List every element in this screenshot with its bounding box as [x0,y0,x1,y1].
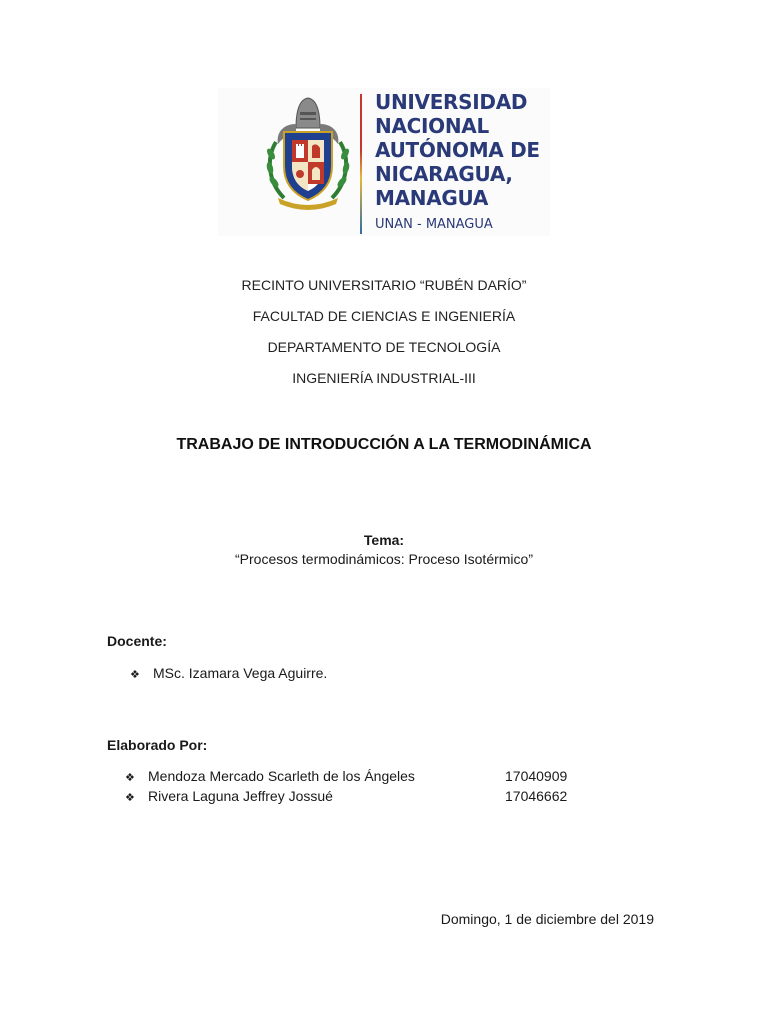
teacher-name: MSc. Izamara Vega Aguirre. [153,665,328,681]
university-name-line: NACIONAL [375,114,489,138]
teacher-label: Docente: [107,633,167,649]
university-name-line: UNIVERSIDAD [375,90,528,114]
university-name-line: AUTÓNOMA DE [375,138,540,162]
faculty-name: FACULTAD DE CIENCIAS E INGENIERÍA [252,308,516,324]
diamond-bullet-icon: ❖ [130,669,140,681]
university-name-line: NICARAGUA, [375,162,513,186]
authors-label: Elaborado Por: [107,737,208,753]
document-title: TRABAJO DE INTRODUCCIÓN A LA TERMODINÁMICA [176,436,592,453]
diamond-bullet-icon: ❖ [125,772,135,784]
university-short-name: UNAN - MANAGUA [375,217,493,232]
topic-value: “Procesos termodinámicos: Proceso Isotérmico” [235,551,533,567]
author-row [125,768,585,784]
campus-name: RECINTO UNIVERSITARIO “RUBÉN DARÍO” [241,277,527,293]
diamond-bullet-icon: ❖ [125,792,135,804]
university-name-line: MANAGUA [375,186,489,210]
author-id: 17046662 [505,788,568,804]
logo-divider [360,94,362,234]
department-name: DEPARTAMENTO DE TECNOLOGÍA [267,339,501,355]
document-date: Domingo, 1 de diciembre del 2019 [440,911,654,927]
topic-label: Tema: [363,532,405,548]
author-id: 17040909 [505,768,568,784]
author-row [125,788,585,804]
author-name: Rivera Laguna Jeffrey Jossué [148,788,333,804]
program-name: INGENIERÍA INDUSTRIAL-III [292,370,476,386]
author-name: Mendoza Mercado Scarleth de los Ángeles [148,768,415,784]
teacher-item [130,665,327,681]
university-logo [218,88,550,236]
university-crest-icon [262,94,354,212]
university-name [375,90,540,210]
